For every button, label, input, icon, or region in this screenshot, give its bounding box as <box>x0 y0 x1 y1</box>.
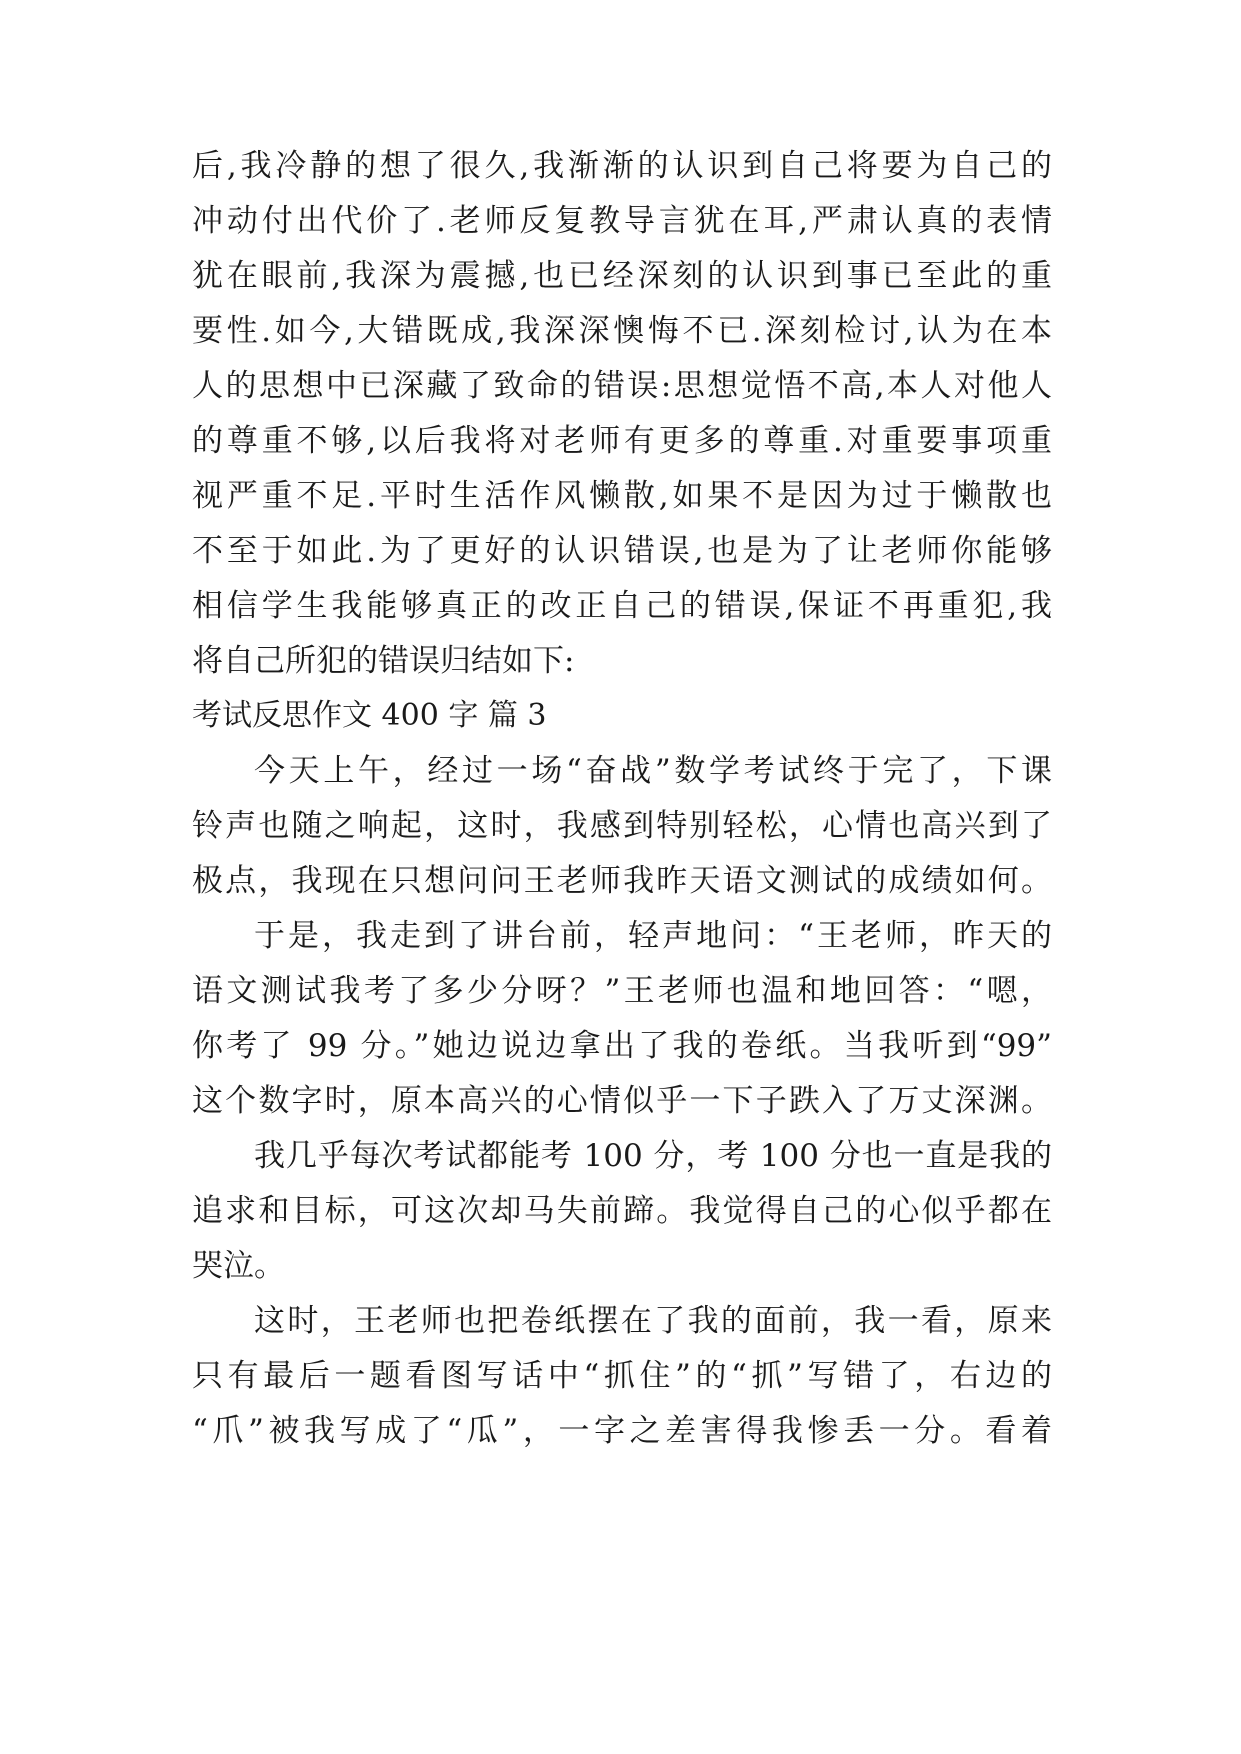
paragraph-first-line: 这时，王老师也把卷纸摆在了我的面前，我一看，原来 <box>254 1303 1052 1339</box>
text-line: 相信学生我能够真正的改正自己的错误,保证不再重犯,我 <box>192 588 1052 624</box>
text-line: 语文测试我考了多少分呀？”王老师也温和地回答：“嗯， <box>192 973 1052 1009</box>
text-line: 铃声也随之响起，这时，我感到特别轻松，心情也高兴到了 <box>192 808 1052 844</box>
text-line: 你考了 99 分。”她边说边拿出了我的卷纸。当我听到“99” <box>192 1028 1052 1064</box>
text-line: 要性.如今,大错既成,我深深懊悔不已.深刻检讨,认为在本 <box>192 313 1052 349</box>
paragraph-first-line: 我几乎每次考试都能考 100 分，考 100 分也一直是我的 <box>254 1138 1052 1174</box>
text-line: “爪”被我写成了“瓜”，一字之差害得我惨丢一分。看着 <box>192 1413 1052 1449</box>
text-line: 的尊重不够,以后我将对老师有更多的尊重.对重要事项重 <box>192 423 1052 459</box>
text-line: 只有最后一题看图写话中“抓住”的“抓”写错了，右边的 <box>192 1358 1052 1394</box>
text-line: 将自己所犯的错误归结如下: <box>192 643 575 679</box>
text-line: 视严重不足.平时生活作风懒散,如果不是因为过于懒散也 <box>192 478 1052 514</box>
text-line: 追求和目标，可这次却马失前蹄。我觉得自己的心似乎都在 <box>192 1193 1052 1229</box>
section-heading: 考试反思作文 400 字 篇 3 <box>192 698 547 733</box>
text-line: 人的思想中已深藏了致命的错误:思想觉悟不高,本人对他人 <box>192 368 1052 404</box>
text-line: 哭泣。 <box>192 1248 285 1284</box>
paragraph-first-line: 于是，我走到了讲台前，轻声地问：“王老师，昨天的 <box>254 918 1052 954</box>
text-line: 不至于如此.为了更好的认识错误,也是为了让老师你能够 <box>192 533 1052 569</box>
text-line: 犹在眼前,我深为震撼,也已经深刻的认识到事已至此的重 <box>192 258 1052 294</box>
text-line: 冲动付出代价了.老师反复教导言犹在耳,严肃认真的表情 <box>192 203 1052 239</box>
text-line: 极点，我现在只想问问王老师我昨天语文测试的成绩如何。 <box>192 863 1052 899</box>
text-line: 这个数字时，原本高兴的心情似乎一下子跌入了万丈深渊。 <box>192 1083 1052 1119</box>
text-line: 后,我冷静的想了很久,我渐渐的认识到自己将要为自己的 <box>192 148 1052 184</box>
paragraph-first-line: 今天上午，经过一场“奋战”数学考试终于完了，下课 <box>254 753 1052 789</box>
